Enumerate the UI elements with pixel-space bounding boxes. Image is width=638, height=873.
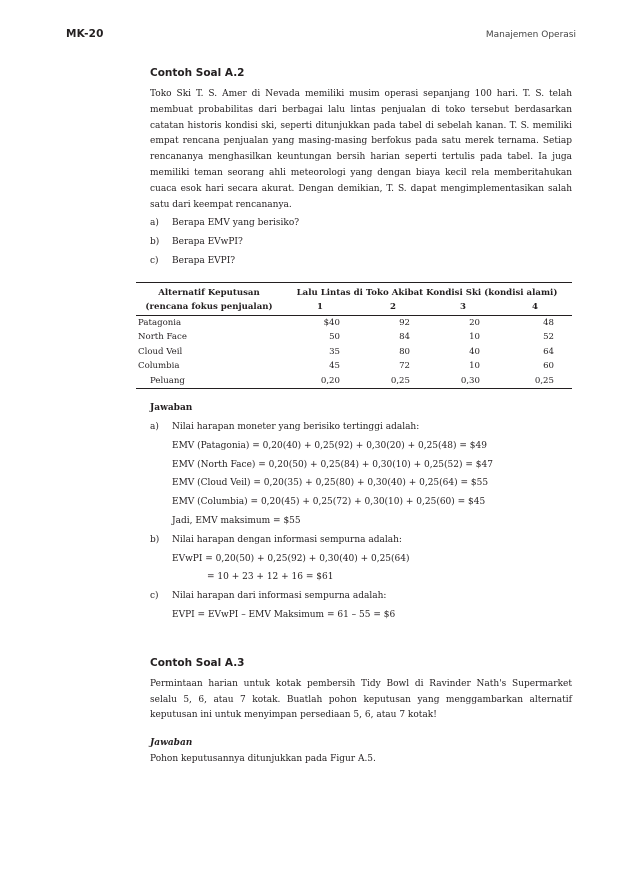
table-cell: 84 xyxy=(399,332,410,343)
equation-line: EMV (North Face) = 0,20(50) + 0,25(84) + 0,30(10) + 0,25(52) = $47 xyxy=(172,459,493,470)
main-content xyxy=(138,66,572,768)
question-label: a) xyxy=(150,218,159,229)
table-cell: 0,25 xyxy=(534,375,554,386)
table-cell: 52 xyxy=(543,332,554,343)
table-cell: 20 xyxy=(469,317,480,328)
table-head-line: Alternatif Keputusan xyxy=(158,287,260,298)
table-cell: 10 xyxy=(469,332,480,343)
table-cell: 72 xyxy=(399,361,410,372)
answer-label: b) xyxy=(150,534,160,545)
table-cell: 40 xyxy=(469,346,480,357)
table-cell: 64 xyxy=(543,346,554,357)
table-cell: 10 xyxy=(469,361,480,372)
table-col-header: 1 xyxy=(317,302,323,313)
table-cell: 35 xyxy=(329,346,340,357)
row-label: Cloud Veil xyxy=(138,346,183,357)
answer-b xyxy=(150,533,572,549)
table-row xyxy=(136,359,572,374)
equation-line: EVPI = EVwPI – EMV Maksimum = 61 – 55 = $6 xyxy=(172,610,396,621)
equation-line: EMV (Cloud Veil) = 0,20(35) + 0,25(80) + 0,30(40) + 0,25(64) = $55 xyxy=(172,478,489,489)
table-cell: 92 xyxy=(399,317,410,328)
section-title-a2: Contoh Soal A.2 xyxy=(150,67,245,79)
equation-line: Jadi, EMV maksimum = $55 xyxy=(172,516,301,527)
row-label: Patagonia xyxy=(138,317,182,328)
row-label: North Face xyxy=(138,332,187,343)
table-row xyxy=(136,330,572,345)
answer-a xyxy=(150,420,572,436)
table-row xyxy=(136,345,572,360)
problem-paragraph: Toko Ski T. S. Amer di Nevada memiliki musim operasi sepanjang 100 hari. T. S. telah membuat probabilitas dari berbagai lalu lintas penjualan di toko tersebut berdasarkan catatan historis kondisi ski, seperti ditunjukkan pada tabel di sebelah kanan. T. S. memiliki empat rencana penjualan yang masing-masing berfokus pada satu merek ternama. Setiap rencananya menghasilkan keuntungan bersih harian seperti tertulis pada tabel. Ia juga memiliki teman seorang ahli meteorologi yang dengan biaya kecil rela memberitahukan cuaca esok hari secara akurat. Dengan demikian, T. S. dapat mengimplementasikan salah satu dari keempat rencananya. xyxy=(150,89,572,210)
table-cell: 80 xyxy=(399,346,410,357)
table-cell: 0,25 xyxy=(390,375,410,386)
section-title-a3: Contoh Soal A.3 xyxy=(150,656,245,669)
question-a xyxy=(150,216,572,232)
table-cell: 0,20 xyxy=(320,375,340,386)
answer-c xyxy=(150,589,572,605)
problem-paragraph: Permintaan harian untuk kotak pembersih Tidy Bowl di Ravinder Nath's Supermarket selalu 5, 6, atau 7 kotak. Buatlah pohon keputusan yang menggambarkan alternatif keputusan ini untuk menyimpan persediaan 5, 6, atau 7 kotak! xyxy=(150,678,572,721)
answer-intro: Nilai harapan moneter yang berisiko tertinggi adalah: xyxy=(172,422,420,433)
table-cell: 50 xyxy=(329,332,340,343)
table-cell: 0,30 xyxy=(460,375,480,386)
running-header: Manajemen Operasi xyxy=(485,30,576,40)
row-label: Peluang xyxy=(150,375,185,386)
table-cell: 48 xyxy=(543,317,554,328)
table-head-alternative xyxy=(136,282,282,315)
table-col-header: 3 xyxy=(460,302,466,313)
table-cell: $40 xyxy=(323,317,340,328)
table-cell: 45 xyxy=(329,361,340,372)
table-col-header: 2 xyxy=(390,302,396,313)
answer-intro: Nilai harapan dari informasi sempurna adalah: xyxy=(172,591,387,602)
question-label: c) xyxy=(150,255,159,266)
equation-line: = 10 + 23 + 12 + 16 = $61 xyxy=(207,572,334,583)
equation-line: EVwPI = 0,20(50) + 0,25(92) + 0,30(40) + 0,25(64) xyxy=(172,553,410,564)
answer-label: c) xyxy=(150,591,159,602)
probability-row xyxy=(136,374,572,389)
equation-line: EMV (Patagonia) = 0,20(40) + 0,25(92) + 0,30(20) + 0,25(48) = $49 xyxy=(172,440,487,451)
question-text: Berapa EMV yang berisiko? xyxy=(172,218,300,229)
answer-text: Pohon keputusannya ditunjukkan pada Figur A.5. xyxy=(150,754,376,765)
table-cell: 60 xyxy=(543,361,554,372)
table-head-line: (rencana fokus penjualan) xyxy=(145,302,273,313)
answer-intro: Nilai harapan dengan informasi sempurna adalah: xyxy=(172,534,402,545)
answer-heading: Jawaban xyxy=(150,403,193,414)
table-col-header: 4 xyxy=(532,302,538,313)
question-label: b) xyxy=(150,237,160,248)
answer-label: a) xyxy=(150,422,159,433)
row-label: Columbia xyxy=(138,361,180,372)
question-text: Berapa EVwPI? xyxy=(172,237,243,248)
equation-line: EMV (Columbia) = 0,20(45) + 0,25(72) + 0,30(10) + 0,25(60) = $45 xyxy=(172,497,486,508)
answer-heading: Jawaban xyxy=(150,738,193,749)
table-row xyxy=(136,315,572,330)
question-text: Berapa EVPI? xyxy=(172,255,236,266)
payoff-table xyxy=(136,282,572,390)
question-b xyxy=(150,235,572,251)
page-number: MK-20 xyxy=(66,28,104,40)
table-head-condition: Lalu Lintas di Toko Akibat Kondisi Ski (kondisi alami) xyxy=(296,287,558,298)
question-c xyxy=(150,254,572,270)
